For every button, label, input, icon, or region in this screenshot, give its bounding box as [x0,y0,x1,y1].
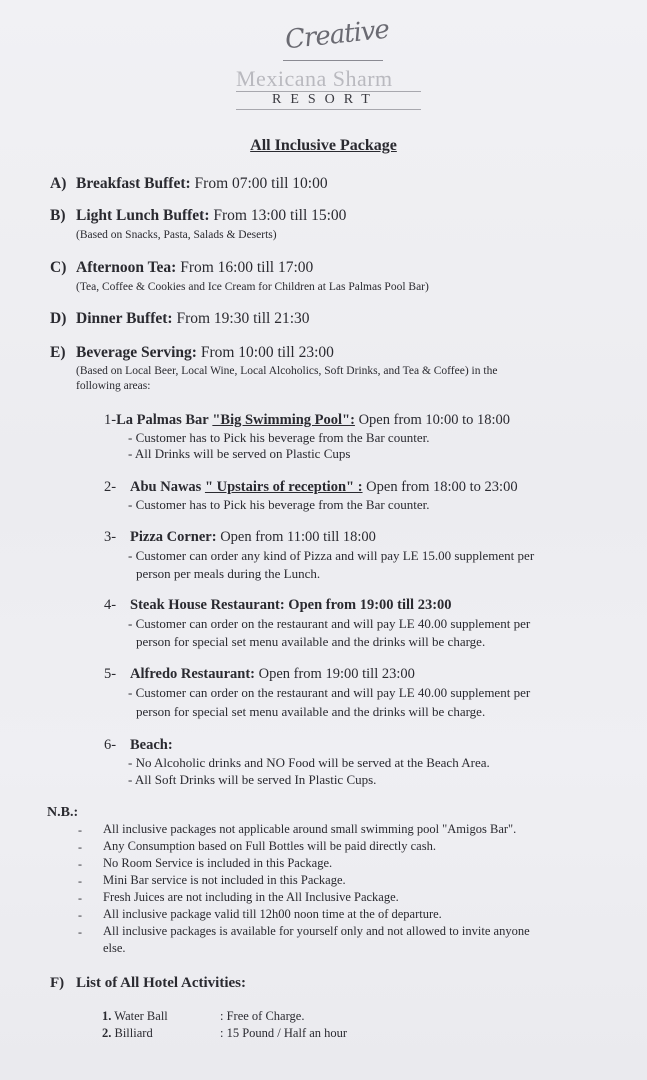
area-number: 3- [104,529,117,545]
logo-divider-bottom [236,109,421,110]
section-label: Light Lunch Buffet: [76,207,210,224]
section-time: From 16:00 till 17:00 [180,259,314,276]
section-b-note: (Based on Snacks, Pasta, Salads & Deserts) [76,229,277,241]
area-number: 1- [104,412,117,428]
area-abu-nawas [104,479,518,496]
activity-number: 2. [102,1026,112,1040]
section-letter: C) [50,259,67,276]
area-number: 2- [104,479,117,495]
section-e-note: (Based on Local Beer, Local Wine, Local Alcoholics, Soft Drinks, and Tea & Coffee) in the [76,365,498,377]
section-letter: F) [50,975,65,991]
area-name: Abu Nawas [130,479,202,495]
note-dash: - [78,891,82,905]
area-location: " Upstairs of reception" : [204,479,363,495]
area-hours: Open from 10:00 to 18:00 [358,412,511,428]
area-bullet: - All Soft Drinks will be served In Plastic Cups. [128,772,377,787]
area-bullet-cont: person per meals during the Lunch. [136,566,321,581]
area-hours: Open from 11:00 till 18:00 [220,529,376,545]
section-e-note-cont: following areas: [76,380,151,392]
page-title: All Inclusive Package [250,137,397,154]
area-la-palmas [104,412,510,429]
area-bullet: - Customer has to Pick his beverage from the Bar counter. [128,430,430,445]
section-label: Breakfast Buffet: [76,175,191,192]
area-number: 6- [104,737,117,753]
area-hours: Open from 19:00 till 23:00 [258,666,415,682]
area-name: Pizza Corner: [130,529,217,545]
note-item: All inclusive packages is available for yourself only and not allowed to invite anyone [103,924,530,938]
activity-item [102,1026,153,1041]
area-number: 5- [104,666,117,682]
area-name: Steak House Restaurant: Open from 19:00 till 23:00 [130,597,452,613]
note-item: All inclusive package valid till 12h00 noon time at the of departure. [103,907,442,921]
area-name: Beach: [130,737,173,753]
section-label: Afternoon Tea: [76,259,177,276]
area-name: La Palmas Bar [116,412,209,428]
section-time: From 10:00 till 23:00 [200,344,334,361]
area-pizza-corner [104,529,376,546]
section-letter: E) [50,344,66,361]
logo-script: Creative [283,14,391,56]
activity-number: 1. [102,1009,112,1023]
notes-heading: N.B.: [47,805,79,820]
note-item: Mini Bar service is not included in this Package. [103,873,346,887]
activity-name: Water Ball [114,1009,168,1023]
note-dash: - [78,874,82,888]
area-bullet: - Customer can order on the restaurant and will pay LE 40.00 supplement per [128,616,531,631]
section-letter: B) [50,207,66,224]
section-b [50,207,346,225]
activity-price: : 15 Pound / Half an hour [220,1026,348,1040]
section-c [50,259,313,277]
note-item: No Room Service is included in this Package. [103,856,333,870]
note-item: Any Consumption based on Full Bottles will be paid directly cash. [103,839,436,853]
section-label: Dinner Buffet: [76,310,173,327]
note-dash: - [78,925,82,939]
note-item: All inclusive packages not applicable around small swimming pool "Amigos Bar". [103,822,517,836]
area-bullet: - Customer has to Pick his beverage from the Bar counter. [128,497,430,512]
area-name: Alfredo Restaurant: [130,666,255,682]
area-location: "Big Swimming Pool": [212,412,355,428]
section-e [50,344,334,362]
note-dash: - [78,908,82,922]
activities-section [50,975,246,992]
activity-item [102,1009,168,1024]
activity-price: : Free of Charge. [220,1009,305,1023]
area-bullet: - Customer can order any kind of Pizza and will pay LE 15.00 supplement per [128,548,535,563]
logo-resort: RESORT [272,92,379,107]
section-letter: A) [50,175,67,192]
area-beach [104,737,173,754]
section-c-note: (Tea, Coffee & Cookies and Ice Cream for Children at Las Palmas Pool Bar) [76,281,429,293]
area-bullet: - All Drinks will be served on Plastic Cups [128,446,351,461]
section-time: From 13:00 till 15:00 [213,207,347,224]
area-steak-house [104,597,452,614]
area-bullet-cont: person for special set menu available and the drinks will be charge. [136,704,486,719]
section-a [50,175,328,193]
area-number: 4- [104,597,117,613]
area-bullet: - Customer can order on the restaurant and will pay LE 40.00 supplement per [128,685,531,700]
logo-name: Mexicana Sharm [236,66,393,91]
note-item-cont: else. [103,941,126,955]
area-bullet: - No Alcoholic drinks and NO Food will be served at the Beach Area. [128,755,490,770]
section-letter: D) [50,310,67,327]
note-dash: - [78,823,82,837]
activity-name: Billiard [114,1026,153,1040]
note-dash: - [78,857,82,871]
section-d [50,310,310,328]
note-item: Fresh Juices are not including in the All Inclusive Package. [103,890,399,904]
section-time: From 07:00 till 10:00 [194,175,328,192]
note-dash: - [78,840,82,854]
logo-underline [283,60,383,61]
area-bullet-cont: person for special set menu available and the drinks will be charge. [136,634,486,649]
area-alfredo [104,666,415,683]
area-hours: Open from 18:00 to 23:00 [366,479,518,495]
section-time: From 19:30 till 21:30 [176,310,310,327]
activities-heading: List of All Hotel Activities: [76,975,246,991]
section-label: Beverage Serving: [76,344,197,361]
